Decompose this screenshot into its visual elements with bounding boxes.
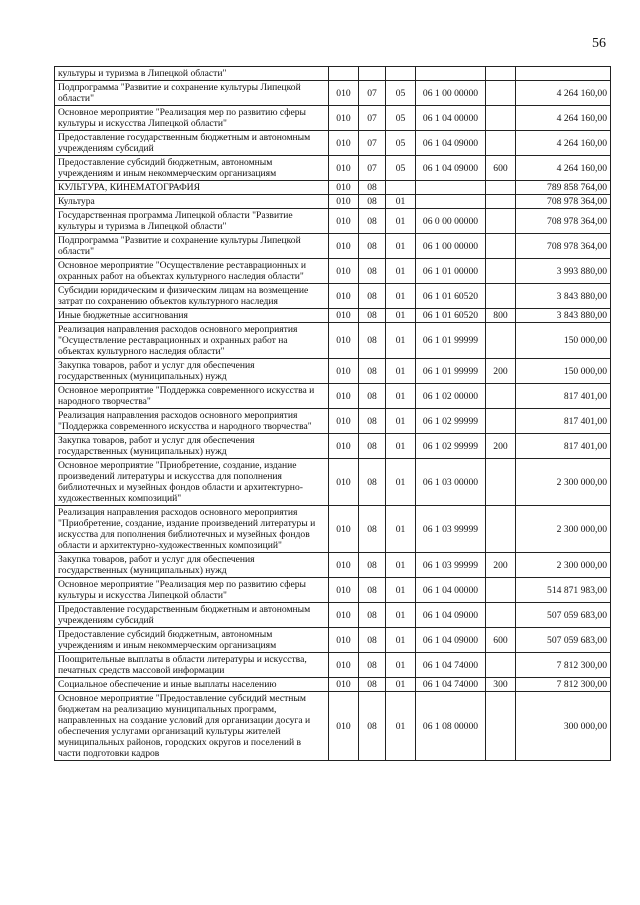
row-expense-type <box>486 181 516 195</box>
table-row <box>55 81 611 106</box>
row-subsection: 01 <box>386 553 416 578</box>
row-grbs: 010 <box>329 409 359 434</box>
row-target-article: 06 1 01 00000 <box>416 259 486 284</box>
row-grbs: 010 <box>329 434 359 459</box>
row-target-article: 06 1 04 74000 <box>416 653 486 678</box>
row-name: культуры и туризма в Липецкой области" <box>55 67 329 81</box>
row-expense-type <box>486 603 516 628</box>
row-subsection: 01 <box>386 234 416 259</box>
row-section: 08 <box>359 359 386 384</box>
row-name: Реализация направления расходов основного мероприятия "Поддержка современного искусства и народного творчества" <box>55 409 329 434</box>
table-row <box>55 234 611 259</box>
row-expense-type <box>486 234 516 259</box>
row-name: Основное мероприятие "Предоставление субсидий местным бюджетам на реализацию муниципальных программ, направленных на создание условий для организации досуга и обеспечения услугами организаций культуры жителей муниципальных районов, городских округов и поселений в части подготовки кадров <box>55 692 329 761</box>
row-expense-type <box>486 459 516 506</box>
row-grbs: 010 <box>329 259 359 284</box>
row-amount: 817 401,00 <box>516 409 611 434</box>
row-name: Реализация направления расходов основного мероприятия "Приобретение, создание, издание произведений литературы и искусства для пополнения библиотечных и музейных фондов области и архитектурно-художественных композиций" <box>55 506 329 553</box>
row-section: 08 <box>359 678 386 692</box>
row-section: 08 <box>359 434 386 459</box>
row-amount: 150 000,00 <box>516 323 611 359</box>
table-row <box>55 653 611 678</box>
row-section: 08 <box>359 628 386 653</box>
row-expense-type <box>486 284 516 309</box>
row-amount: 708 978 364,00 <box>516 195 611 209</box>
row-grbs: 010 <box>329 628 359 653</box>
row-subsection: 01 <box>386 678 416 692</box>
row-subsection: 01 <box>386 506 416 553</box>
row-amount: 789 858 764,00 <box>516 181 611 195</box>
table-row <box>55 678 611 692</box>
row-target-article: 06 1 01 60520 <box>416 309 486 323</box>
table-row <box>55 409 611 434</box>
table-row <box>55 284 611 309</box>
row-name: Предоставление государственным бюджетным и автономным учреждениям субсидий <box>55 131 329 156</box>
row-grbs: 010 <box>329 553 359 578</box>
row-amount: 3 843 880,00 <box>516 309 611 323</box>
row-expense-type <box>486 692 516 761</box>
row-expense-type <box>486 67 516 81</box>
row-grbs: 010 <box>329 603 359 628</box>
row-amount: 4 264 160,00 <box>516 81 611 106</box>
row-subsection: 01 <box>386 259 416 284</box>
table-row <box>55 259 611 284</box>
row-grbs: 010 <box>329 156 359 181</box>
row-name: Поощрительные выплаты в области литературы и искусства, печатных средств массовой информации <box>55 653 329 678</box>
row-target-article: 06 1 04 09000 <box>416 603 486 628</box>
row-grbs: 010 <box>329 131 359 156</box>
row-expense-type <box>486 259 516 284</box>
table-row <box>55 628 611 653</box>
row-expense-type <box>486 409 516 434</box>
row-name: Реализация направления расходов основного мероприятия "Осуществление реставрационных и охранных работ на объектах культурного наследия области" <box>55 323 329 359</box>
row-expense-type <box>486 323 516 359</box>
row-subsection: 01 <box>386 578 416 603</box>
row-target-article: 06 1 02 00000 <box>416 384 486 409</box>
table-row <box>55 578 611 603</box>
row-name: Закупка товаров, работ и услуг для обеспечения государственных (муниципальных) нужд <box>55 553 329 578</box>
row-amount: 3 993 880,00 <box>516 259 611 284</box>
row-amount <box>516 67 611 81</box>
row-expense-type: 200 <box>486 359 516 384</box>
table-row <box>55 195 611 209</box>
row-section: 08 <box>359 209 386 234</box>
row-subsection: 05 <box>386 131 416 156</box>
row-expense-type <box>486 506 516 553</box>
row-expense-type: 300 <box>486 678 516 692</box>
row-target-article: 06 1 03 00000 <box>416 459 486 506</box>
row-name: Государственная программа Липецкой области "Развитие культуры и туризма в Липецкой области" <box>55 209 329 234</box>
row-subsection: 01 <box>386 603 416 628</box>
row-amount: 4 264 160,00 <box>516 131 611 156</box>
row-target-article: 06 1 03 99999 <box>416 506 486 553</box>
row-subsection: 01 <box>386 384 416 409</box>
row-name: Подпрограмма "Развитие и сохранение культуры Липецкой области" <box>55 234 329 259</box>
row-expense-type: 600 <box>486 628 516 653</box>
row-amount: 507 059 683,00 <box>516 628 611 653</box>
row-target-article <box>416 195 486 209</box>
row-section: 07 <box>359 131 386 156</box>
row-target-article: 06 1 04 09000 <box>416 131 486 156</box>
row-name: Субсидии юридическим и физическим лицам на возмещение затрат по сохранению объектов культурного наследия <box>55 284 329 309</box>
row-section: 08 <box>359 459 386 506</box>
row-amount: 300 000,00 <box>516 692 611 761</box>
row-amount: 150 000,00 <box>516 359 611 384</box>
table-row <box>55 106 611 131</box>
row-grbs: 010 <box>329 459 359 506</box>
row-target-article: 06 1 04 00000 <box>416 106 486 131</box>
row-grbs: 010 <box>329 678 359 692</box>
row-amount: 7 812 300,00 <box>516 678 611 692</box>
row-section: 08 <box>359 284 386 309</box>
row-section: 07 <box>359 106 386 131</box>
row-target-article <box>416 181 486 195</box>
row-amount: 2 300 000,00 <box>516 506 611 553</box>
row-section: 08 <box>359 234 386 259</box>
row-expense-type: 800 <box>486 309 516 323</box>
row-name: Основное мероприятие "Поддержка современного искусства и народного творчества" <box>55 384 329 409</box>
row-target-article: 06 1 03 99999 <box>416 553 486 578</box>
row-expense-type <box>486 578 516 603</box>
row-name: Культура <box>55 195 329 209</box>
row-grbs: 010 <box>329 692 359 761</box>
table-row <box>55 309 611 323</box>
row-grbs: 010 <box>329 209 359 234</box>
row-grbs: 010 <box>329 195 359 209</box>
table-row <box>55 156 611 181</box>
row-amount: 2 300 000,00 <box>516 553 611 578</box>
row-name: Основное мероприятие "Реализация мер по развитию сферы культуры и искусства Липецкой области" <box>55 106 329 131</box>
row-subsection: 01 <box>386 309 416 323</box>
row-target-article: 06 0 00 00000 <box>416 209 486 234</box>
row-section: 08 <box>359 506 386 553</box>
row-expense-type <box>486 106 516 131</box>
row-subsection: 01 <box>386 692 416 761</box>
row-expense-type: 600 <box>486 156 516 181</box>
row-name: Подпрограмма "Развитие и сохранение культуры Липецкой области" <box>55 81 329 106</box>
row-name: Предоставление субсидий бюджетным, автономным учреждениям и иным некоммерческим организациям <box>55 628 329 653</box>
row-expense-type <box>486 653 516 678</box>
row-target-article: 06 1 04 09000 <box>416 628 486 653</box>
row-target-article: 06 1 04 09000 <box>416 156 486 181</box>
row-target-article: 06 1 01 99999 <box>416 359 486 384</box>
row-expense-type: 200 <box>486 434 516 459</box>
row-subsection: 01 <box>386 209 416 234</box>
row-grbs: 010 <box>329 181 359 195</box>
row-name: Предоставление государственным бюджетным и автономным учреждениям субсидий <box>55 603 329 628</box>
row-name: Иные бюджетные ассигнования <box>55 309 329 323</box>
table-row <box>55 603 611 628</box>
row-target-article: 06 1 08 00000 <box>416 692 486 761</box>
row-section: 08 <box>359 692 386 761</box>
row-name: Основное мероприятие "Осуществление реставрационных и охранных работ на объектах культурного наследия области" <box>55 259 329 284</box>
row-expense-type <box>486 384 516 409</box>
row-expense-type: 200 <box>486 553 516 578</box>
row-target-article <box>416 67 486 81</box>
row-section: 08 <box>359 195 386 209</box>
row-section: 08 <box>359 323 386 359</box>
row-grbs: 010 <box>329 384 359 409</box>
row-target-article: 06 1 00 00000 <box>416 234 486 259</box>
row-grbs: 010 <box>329 234 359 259</box>
row-grbs: 010 <box>329 506 359 553</box>
row-grbs: 010 <box>329 309 359 323</box>
row-subsection <box>386 67 416 81</box>
row-subsection: 01 <box>386 323 416 359</box>
row-section <box>359 67 386 81</box>
row-grbs: 010 <box>329 323 359 359</box>
row-section: 08 <box>359 603 386 628</box>
table-row <box>55 131 611 156</box>
table-row <box>55 459 611 506</box>
row-section: 08 <box>359 409 386 434</box>
row-subsection: 05 <box>386 156 416 181</box>
row-subsection: 01 <box>386 359 416 384</box>
row-amount: 708 978 364,00 <box>516 234 611 259</box>
table-row <box>55 553 611 578</box>
table-row <box>55 209 611 234</box>
row-target-article: 06 1 01 99999 <box>416 323 486 359</box>
row-target-article: 06 1 04 00000 <box>416 578 486 603</box>
table-row <box>55 181 611 195</box>
row-section: 08 <box>359 653 386 678</box>
row-amount: 817 401,00 <box>516 434 611 459</box>
row-subsection: 05 <box>386 106 416 131</box>
row-section: 07 <box>359 81 386 106</box>
row-amount: 507 059 683,00 <box>516 603 611 628</box>
row-target-article: 06 1 02 99999 <box>416 409 486 434</box>
row-expense-type <box>486 195 516 209</box>
budget-table <box>54 66 611 761</box>
row-amount: 7 812 300,00 <box>516 653 611 678</box>
table-row <box>55 384 611 409</box>
row-amount: 817 401,00 <box>516 384 611 409</box>
row-subsection: 01 <box>386 195 416 209</box>
row-grbs: 010 <box>329 653 359 678</box>
row-name: Основное мероприятие "Приобретение, создание, издание произведений литературы и искусства для пополнения библиотечных и музейных фондов области и архитектурно-художественных композиций" <box>55 459 329 506</box>
table-row <box>55 692 611 761</box>
row-name: КУЛЬТУРА, КИНЕМАТОГРАФИЯ <box>55 181 329 195</box>
row-section: 08 <box>359 553 386 578</box>
row-name: Основное мероприятие "Реализация мер по развитию сферы культуры и искусства Липецкой области" <box>55 578 329 603</box>
row-amount: 3 843 880,00 <box>516 284 611 309</box>
row-subsection <box>386 181 416 195</box>
row-name: Закупка товаров, работ и услуг для обеспечения государственных (муниципальных) нужд <box>55 359 329 384</box>
row-section: 08 <box>359 384 386 409</box>
row-target-article: 06 1 02 99999 <box>416 434 486 459</box>
row-subsection: 01 <box>386 653 416 678</box>
row-grbs: 010 <box>329 359 359 384</box>
row-section: 08 <box>359 578 386 603</box>
row-subsection: 01 <box>386 409 416 434</box>
row-grbs <box>329 67 359 81</box>
row-name: Предоставление субсидий бюджетным, автономным учреждениям и иным некоммерческим организациям <box>55 156 329 181</box>
row-name: Закупка товаров, работ и услуг для обеспечения государственных (муниципальных) нужд <box>55 434 329 459</box>
row-amount: 4 264 160,00 <box>516 156 611 181</box>
row-subsection: 05 <box>386 81 416 106</box>
row-grbs: 010 <box>329 106 359 131</box>
row-subsection: 01 <box>386 628 416 653</box>
row-expense-type <box>486 209 516 234</box>
row-target-article: 06 1 04 74000 <box>416 678 486 692</box>
row-subsection: 01 <box>386 459 416 506</box>
row-amount: 4 264 160,00 <box>516 106 611 131</box>
row-section: 08 <box>359 259 386 284</box>
row-grbs: 010 <box>329 81 359 106</box>
row-name: Социальное обеспечение и иные выплаты населению <box>55 678 329 692</box>
row-grbs: 010 <box>329 284 359 309</box>
row-amount: 708 978 364,00 <box>516 209 611 234</box>
table-row <box>55 506 611 553</box>
table-row <box>55 323 611 359</box>
table-row <box>55 434 611 459</box>
row-section: 08 <box>359 309 386 323</box>
row-target-article: 06 1 00 00000 <box>416 81 486 106</box>
row-section: 07 <box>359 156 386 181</box>
row-grbs: 010 <box>329 578 359 603</box>
row-expense-type <box>486 131 516 156</box>
page-number: 56 <box>592 36 606 51</box>
row-subsection: 01 <box>386 284 416 309</box>
row-amount: 514 871 983,00 <box>516 578 611 603</box>
row-amount: 2 300 000,00 <box>516 459 611 506</box>
row-section: 08 <box>359 181 386 195</box>
row-subsection: 01 <box>386 434 416 459</box>
table-row <box>55 359 611 384</box>
row-target-article: 06 1 01 60520 <box>416 284 486 309</box>
row-expense-type <box>486 81 516 106</box>
table-row <box>55 67 611 81</box>
